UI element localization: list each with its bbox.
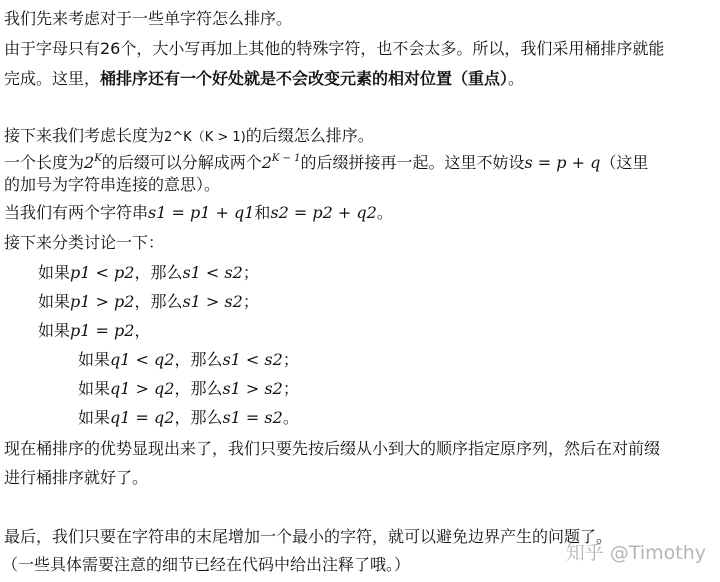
case-line: 如果p1 > p2，那么s1 > s2； bbox=[38, 292, 259, 311]
paragraph-line: 现在桶排序的优势显现出来了，我们只要先按后缀从小到大的顺序指定原序列，然后在对前缀 bbox=[4, 439, 661, 458]
math-expression: s1 = p1 + q1 bbox=[148, 203, 255, 222]
paragraph-line: 当我们有两个字符串s1 = p1 + q1和s2 = p2 + q2。 bbox=[4, 203, 393, 222]
paragraph-line: 接下来我们考虑长度为2^K（K > 1)的后缀怎么排序。 bbox=[4, 126, 374, 145]
case-line: 如果p1 = p2， bbox=[38, 321, 151, 340]
subcase-line: 如果q1 = q2，那么s1 = s2。 bbox=[78, 408, 299, 427]
paragraph-line: 我们先来考虑对于一些单字符怎么排序。 bbox=[4, 9, 293, 28]
subcase-line: 如果q1 > q2，那么s1 > s2； bbox=[78, 379, 299, 398]
case-line: 如果p1 < p2，那么s1 < s2； bbox=[38, 263, 259, 282]
subcase-line: 如果q1 < q2，那么s1 < s2； bbox=[78, 350, 299, 369]
paragraph-line: 一个长度为$2^K$的后缀可以分解成两个$2^{K - 1}$的后缀拼接再一起。这里不妨设s = p + q（这里 bbox=[4, 153, 649, 172]
paragraph-line: 最后，我们只要在字符串的末尾增加一个最小的字符，就可以避免边界产生的问题了。 bbox=[4, 527, 613, 546]
emphasis-text: 桶排序还有一个好处就是不会改变元素的相对位置（重点） bbox=[100, 69, 509, 88]
math-expression: s = p + q bbox=[524, 153, 601, 172]
paragraph-line: （一些具体需要注意的细节已经在代码中给出注释了哦。） bbox=[2, 555, 411, 574]
watermark: 知乎 @Timothy bbox=[565, 542, 706, 564]
math-expression: s2 = p2 + q2 bbox=[270, 203, 377, 222]
paragraph-line: 进行桶排序就好了。 bbox=[4, 468, 149, 487]
paragraph-line: 接下来分类讨论一下： bbox=[4, 233, 165, 252]
paragraph-line: 完成。这里，桶排序还有一个好处就是不会改变元素的相对位置（重点）。 bbox=[4, 69, 525, 88]
paragraph-line: 由于字母只有26个，大小写再加上其他的特殊字符，也不会太多。所以，我们采用桶排序就能 bbox=[4, 39, 665, 58]
paragraph-line: 的加号为字符串连接的意思）。 bbox=[4, 175, 221, 194]
